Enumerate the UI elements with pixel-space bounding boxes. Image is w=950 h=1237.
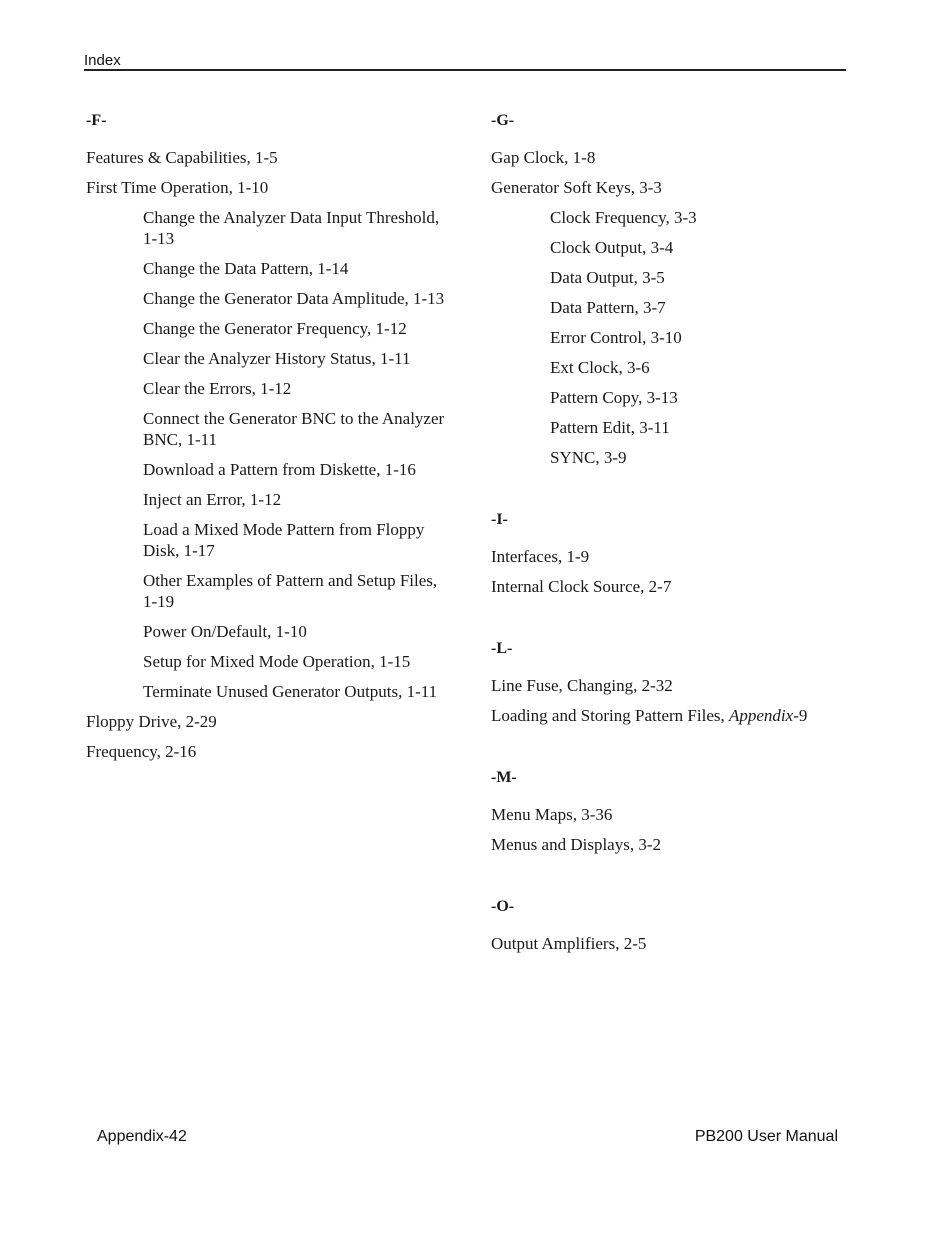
index-subentry: Data Pattern, 3-7 [550, 298, 666, 317]
index-entry-text: Loading and Storing Pattern Files, [491, 706, 729, 725]
page-number: Appendix-42 [97, 1128, 187, 1145]
index-subentry: Change the Generator Frequency, 1-12 [143, 319, 407, 338]
section-spacer [491, 735, 911, 767]
index-entry: First Time Operation, 1-10 [86, 178, 269, 197]
index-entry: Generator Soft Keys, 3-3 [491, 178, 662, 197]
index-entry: Internal Clock Source, 2-7 [491, 577, 672, 596]
index-letter-heading: -M- [491, 769, 517, 786]
index-subentry: Pattern Edit, 3-11 [550, 418, 670, 437]
index-column-right [491, 110, 911, 963]
index-subentry: SYNC, 3-9 [550, 448, 627, 467]
index-entry: Line Fuse, Changing, 2-32 [491, 676, 673, 695]
index-entry: Floppy Drive, 2-29 [86, 712, 217, 731]
index-subentry: Clear the Errors, 1-12 [143, 379, 292, 398]
section-spacer [491, 864, 911, 896]
index-subentry: Ext Clock, 3-6 [550, 358, 650, 377]
index-subentry: Connect the Generator BNC to the Analyzer BNC, 1-11 [143, 409, 445, 449]
index-entry: Output Amplifiers, 2-5 [491, 934, 647, 953]
index-letter-heading: -G- [491, 112, 515, 129]
index-entry: Menu Maps, 3-36 [491, 805, 613, 824]
index-letter-heading: -F- [86, 112, 107, 129]
index-subentry: Change the Data Pattern, 1-14 [143, 259, 349, 278]
running-header: Index [84, 52, 121, 69]
index-entry: Menus and Displays, 3-2 [491, 835, 661, 854]
index-subentry: Pattern Copy, 3-13 [550, 388, 678, 407]
index-subentry: Download a Pattern from Diskette, 1-16 [143, 460, 416, 479]
index-column-left [86, 110, 446, 771]
index-entry [491, 705, 911, 726]
index-subentry: Clock Frequency, 3-3 [550, 208, 697, 227]
section-spacer [491, 606, 911, 638]
index-subentry: Data Output, 3-5 [550, 268, 665, 287]
index-subentry: Other Examples of Pattern and Setup Files, 1-19 [143, 571, 438, 611]
index-subentry: Clock Output, 3-4 [550, 238, 674, 257]
index-entry: Frequency, 2-16 [86, 742, 197, 761]
section-spacer [491, 477, 911, 509]
index-subentry: Error Control, 3-10 [550, 328, 682, 347]
manual-title: PB200 User Manual [694, 1128, 838, 1145]
index-entry: Features & Capabilities, 1-5 [86, 148, 278, 167]
index-entry-page-ref: -9 [793, 706, 808, 725]
index-subentry: Setup for Mixed Mode Operation, 1-15 [143, 652, 411, 671]
index-subentry: Inject an Error, 1-12 [143, 490, 282, 509]
index-subentry: Change the Generator Data Amplitude, 1-13 [143, 289, 445, 308]
index-subentry: Terminate Unused Generator Outputs, 1-11 [143, 682, 438, 701]
index-subentry: Load a Mixed Mode Pattern from Floppy Disk, 1-17 [143, 520, 425, 560]
index-subentry: Clear the Analyzer History Status, 1-11 [143, 349, 411, 368]
index-subentry: Change the Analyzer Data Input Threshold, 1-13 [143, 208, 440, 248]
index-entry-italic-ref: Appendix [728, 706, 794, 725]
header-rule [84, 69, 846, 71]
index-entry: Gap Clock, 1-8 [491, 148, 596, 167]
index-letter-heading: -I- [491, 511, 508, 528]
index-subentry: Power On/Default, 1-10 [143, 622, 307, 641]
index-letter-heading: -O- [491, 898, 515, 915]
index-entry: Interfaces, 1-9 [491, 547, 590, 566]
index-letter-heading: -L- [491, 640, 513, 657]
